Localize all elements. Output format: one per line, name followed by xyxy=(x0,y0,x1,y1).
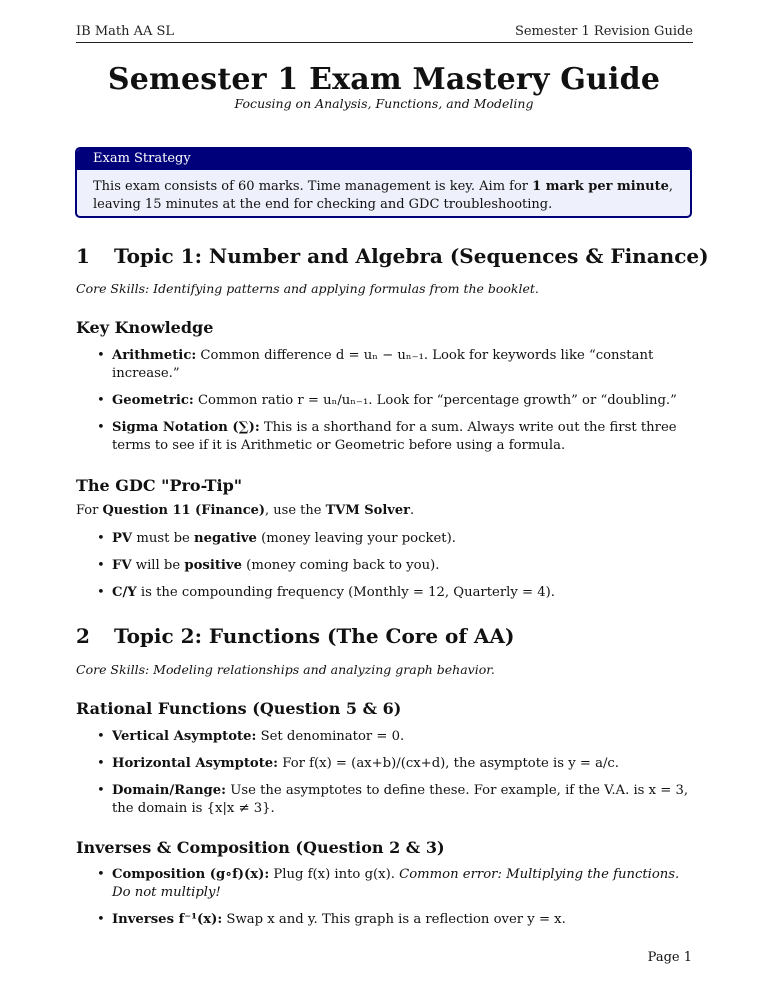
list-item: • FV will be positive (money coming back to you). xyxy=(96,557,692,575)
section-2-heading xyxy=(76,624,514,648)
list-item: • C/Y is the compounding frequency (Monthly = 12, Quarterly = 4). xyxy=(96,584,692,602)
gdc-tip-intro: For Question 11 (Finance), use the TVM Solver. xyxy=(76,503,415,518)
list-item: • Horizontal Asymptote: For f(x) = (ax+b)/(cx+d), the asymptote is y = a/c. xyxy=(96,755,692,773)
section-2-number: 2 xyxy=(76,624,90,648)
document-subtitle: Focusing on Analysis, Functions, and Modeling xyxy=(234,96,534,111)
list-item: • Composition (g∘f)(x): Plug f(x) into g(x). Common error: Multiplying the functions. Do not multiply! xyxy=(96,866,692,902)
list-item: • Geometric: Common ratio r = uₙ/uₙ₋₁. Look for “percentage growth” or “doubling.” xyxy=(96,392,692,410)
section-1-core-skills: Core Skills: Identifying patterns and applying formulas from the booklet. xyxy=(76,281,539,296)
header-course: IB Math AA SL xyxy=(76,24,175,39)
list-item: • Arithmetic: Common difference d = uₙ − uₙ₋₁. Look for keywords like “constant increase.” xyxy=(96,347,692,383)
list-item: • Domain/Range: Use the asymptotes to define these. For example, if the V.A. is x = 3, the domain is {x|x ≠ 3}. xyxy=(96,782,692,818)
list-item: • PV must be negative (money leaving your pocket). xyxy=(96,530,692,548)
exam-strategy-text: This exam consists of 60 marks. Time management is key. Aim for 1 mark per minute, leaving 15 minutes at the end for checking and GDC troubleshooting. xyxy=(93,179,674,212)
inverses-composition-heading: Inverses & Composition (Question 2 & 3) xyxy=(76,838,445,857)
page-number: Page 1 xyxy=(647,950,692,965)
key-knowledge-list xyxy=(96,347,692,464)
exam-strategy-title: Exam Strategy xyxy=(77,149,690,170)
rational-functions-list xyxy=(96,728,692,827)
rational-functions-heading: Rational Functions (Question 5 & 6) xyxy=(76,699,402,718)
gdc-tip-heading: The GDC "Pro-Tip" xyxy=(76,476,243,495)
section-2-title: Topic 2: Functions (The Core of AA) xyxy=(114,624,515,648)
section-2-core-skills: Core Skills: Modeling relationships and analyzing graph behavior. xyxy=(76,662,495,677)
exam-strategy-box xyxy=(75,147,692,218)
document-title: Semester 1 Exam Mastery Guide xyxy=(107,62,661,97)
header-guide-name: Semester 1 Revision Guide xyxy=(514,24,693,39)
key-knowledge-heading: Key Knowledge xyxy=(76,318,214,337)
running-header xyxy=(76,22,693,43)
list-item: • Vertical Asymptote: Set denominator = 0. xyxy=(96,728,692,746)
list-item: • Sigma Notation (∑): This is a shorthand for a sum. Always write out the first three terms to see if it is Arithmetic or Geometric before using a formula. xyxy=(96,419,692,455)
section-1-number: 1 xyxy=(76,244,90,268)
inverses-composition-list xyxy=(96,866,692,938)
section-1-title: Topic 1: Number and Algebra (Sequences & Finance) xyxy=(114,244,709,268)
list-item: • Inverses f⁻¹(x): Swap x and y. This graph is a reflection over y = x. xyxy=(96,911,692,929)
section-1-heading xyxy=(76,244,709,268)
gdc-tip-list xyxy=(96,530,692,611)
